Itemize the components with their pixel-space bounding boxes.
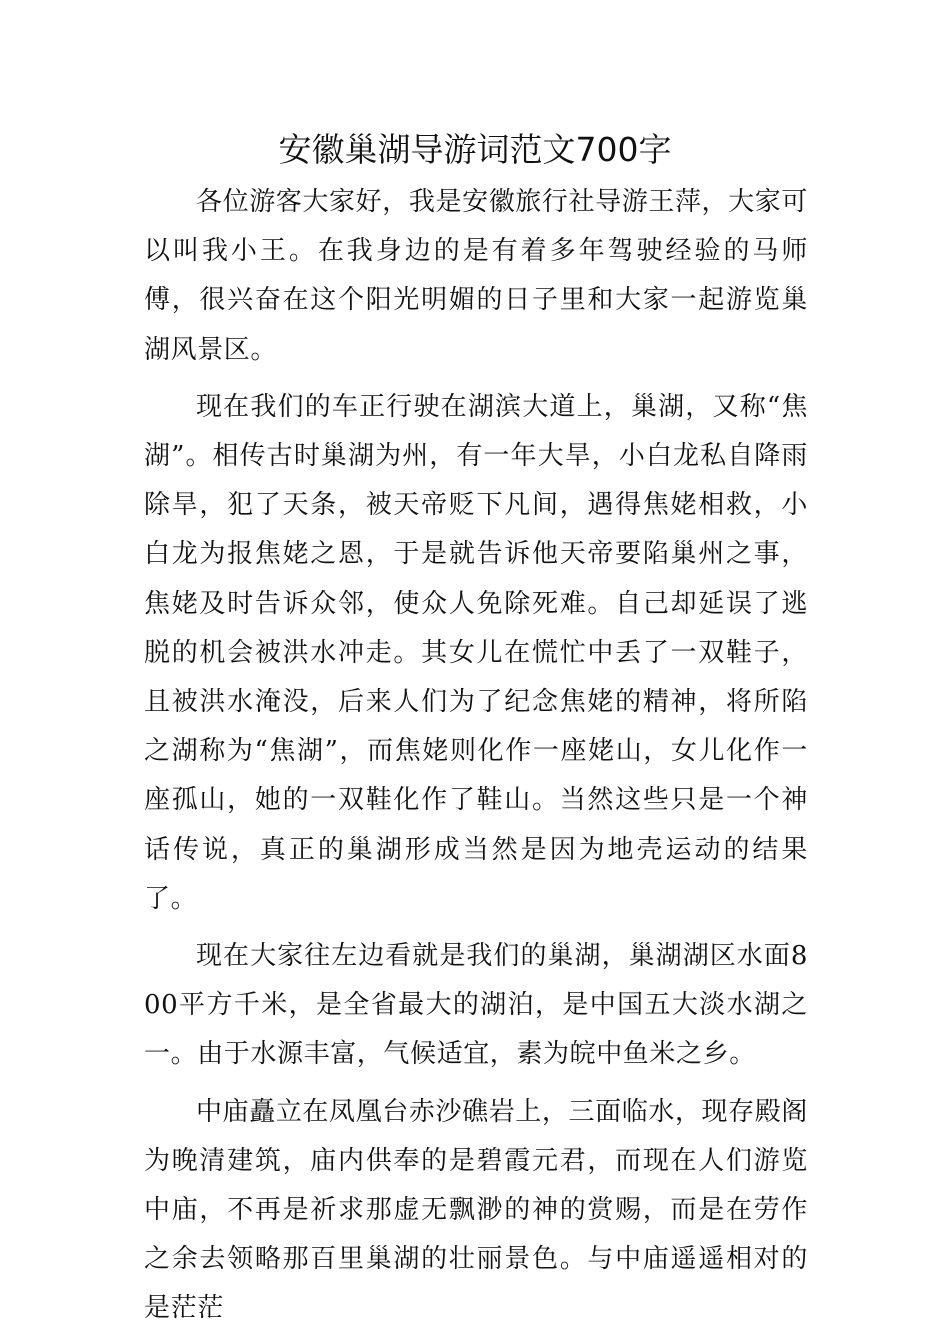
paragraph-lake-facts: 现在大家往左边看就是我们的巢湖，巢湖湖区水面800平方千米，是全省最大的湖泊，是中国五大淡水湖之一。由于水源丰富，气候适宜，素为皖中鱼米之乡。 (144, 941, 808, 1070)
document-body (144, 178, 808, 1334)
paragraph-zhongmiao: 中庙矗立在凤凰台赤沙礁岩上，三面临水，现存殿阁为晚清建筑，庙内供奉的是碧霞元君，而现在人们游览中庙，不再是祈求那虚无飘渺的神的赏赐，而是在劳作之余去领略那百里巢湖的壮丽景色。与中庙遥遥相对的是茫茫 (144, 1096, 808, 1324)
paragraph-greeting: 各位游客大家好，我是安徽旅行社导游王萍，大家可以叫我小王。在我身边的是有着多年驾驶经验的马师傅，很兴奋在这个阳光明媚的日子里和大家一起游览巢湖风景区。 (144, 187, 808, 365)
document-title: 安徽巢湖导游词范文700字 (278, 130, 672, 169)
paragraph-legend: 现在我们的车正行驶在湖滨大道上，巢湖，又称“焦湖”。相传古时巢湖为州，有一年大旱，小白龙私自降雨除旱，犯了天条，被天帝贬下凡间，遇得焦姥相救，小白龙为报焦姥之恩，于是就告诉他天帝要陷巢州之事，焦姥及时告诉众邻，使众人免除死难。自己却延误了逃脱的机会被洪水冲走。其女儿在慌忙中丢了一双鞋子，且被洪水淹没，后来人们为了纪念焦姥的精神，将所陷之湖称为“焦湖”，而焦姥则化作一座姥山，女儿化作一座孤山，她的一双鞋化作了鞋山。当然这些只是一个神话传说，真正的巢湖形成当然是因为地壳运动的结果了。 (144, 391, 808, 914)
